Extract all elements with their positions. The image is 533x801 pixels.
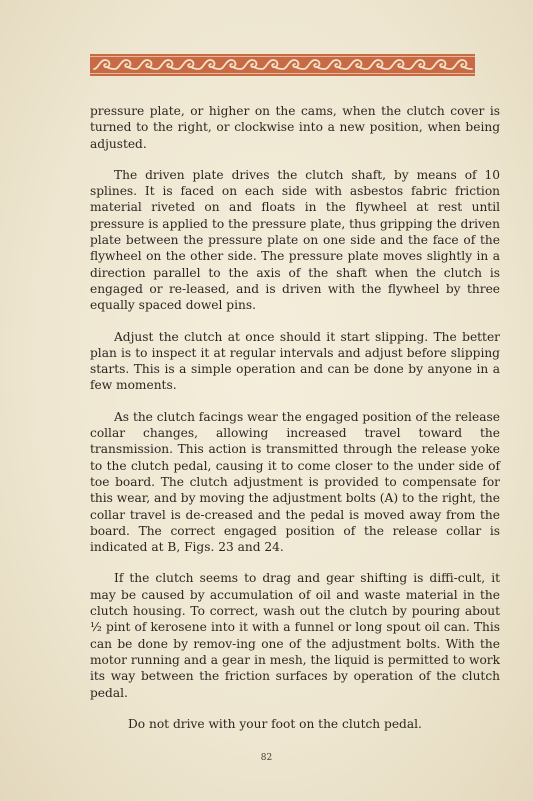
paragraph-1: pressure plate, or higher on the cams, when the clutch cover is turned to the right, or clockwise into a new position, when being adjusted. xyxy=(90,104,500,151)
paragraph-5: If the clutch seems to drag and gear shifting is diffi-cult, it may be caused by accumulation of oil and waste material in the clutch housing. To correct, wash out the clutch by pouring about ½ pint of kerosene into it with a funnel or long spout oil can. This can be done by remov-ing one of the adjustment bolts. With the motor running and a gear in mesh, the liquid is permitted to work its way between the friction surfaces by operation of the clutch pedal. xyxy=(90,571,500,700)
wave-scroll-border-icon xyxy=(90,54,475,76)
paragraph-6: Do not drive with your foot on the clutch pedal. xyxy=(128,716,422,731)
paragraph-2: The driven plate drives the clutch shaft, by means of 10 splines. It is faced on each side with asbestos fabric friction material riveted on and floats in the flywheel at rest until pressure is applied to the pressure plate, thus gripping the driven plate between the pressure plate on one side and the face of the flywheel on the other side. The pressure plate moves slightly in a direction parallel to the axis of the shaft when the clutch is engaged or re-leased, and is driven with the flywheel by three equally spaced dowel pins. xyxy=(90,167,500,313)
paragraph-4: As the clutch facings wear the engaged position of the release collar changes, allowing increased travel toward the transmission. This action is transmitted through the release yoke to the clutch pedal, causing it to come closer to the under side of toe board. The clutch adjustment is provided to compensate for this wear, and by moving the adjustment bolts (A) to the right, the collar travel is de-creased and the pedal is moved away from the board. The correct engaged position of the release collar is indicated at B, Figs. 23 and 24. xyxy=(90,409,500,555)
paragraph-3: Adjust the clutch at once should it start slipping. The better plan is to inspect it at regular intervals and adjust before slipping starts. This is a simple operation and can be done by anyone in a few moments. xyxy=(90,329,500,393)
body-text xyxy=(90,103,500,747)
page-number: 82 xyxy=(260,753,273,763)
